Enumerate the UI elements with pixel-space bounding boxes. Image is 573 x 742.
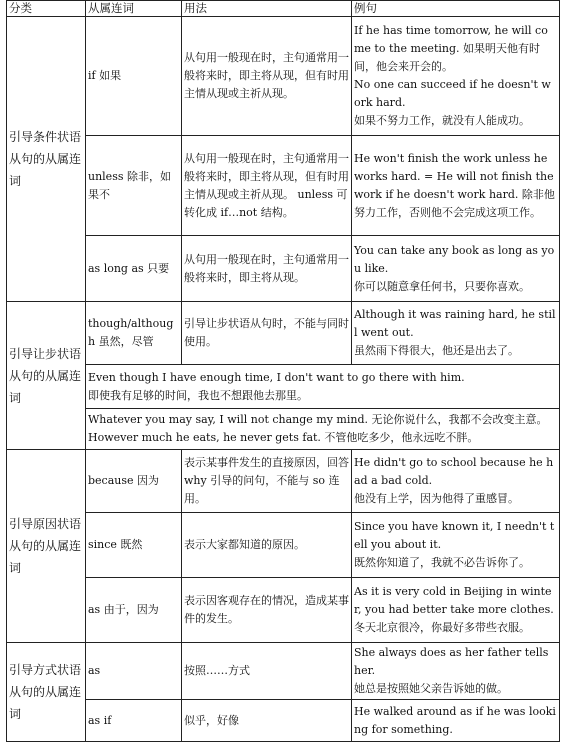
category-cell: 引导让步状语从句的从属连词 bbox=[7, 302, 86, 450]
example-en: She always does as her father tells her. bbox=[354, 646, 549, 677]
usage-cell: 表示某事件发生的直接原因，回答 why 引导的问句，不能与 so 连用。 bbox=[182, 450, 352, 513]
table-row bbox=[7, 236, 560, 302]
table-row bbox=[7, 409, 560, 450]
usage-cell: 引导让步状语从句时，不能与同时使用。 bbox=[182, 302, 352, 365]
example-cell bbox=[352, 700, 560, 742]
conjunction-cell: as long as 只要 bbox=[86, 236, 182, 302]
example-en: Whatever you may say, I will not change my mind. 无论你说什么，我都不会改变主意。 bbox=[88, 413, 548, 426]
conjunction-cell: as bbox=[86, 643, 182, 700]
example-en: As it is very cold in Beijing in winter, you had better take more clothes. bbox=[354, 585, 554, 616]
example-zh: 虽然雨下得很大，他还是出去了。 bbox=[354, 344, 519, 357]
example-zh: 既然你知道了，我就不必告诉你了。 bbox=[354, 556, 530, 569]
table-row bbox=[7, 302, 560, 365]
example-cell bbox=[352, 236, 560, 302]
table-row bbox=[7, 450, 560, 513]
example-en: Even though I have enough time, I don't want to go there with him. bbox=[88, 370, 465, 384]
conjunction-cell: if 如果 bbox=[86, 17, 182, 136]
example-zh: 冬天北京很冷，你最好多带些衣服。 bbox=[354, 621, 530, 634]
header-usage: 用法 bbox=[182, 1, 352, 17]
usage-cell: 表示因客观存在的情况，造成某事件的发生。 bbox=[182, 578, 352, 643]
example-en: He won't finish the work unless he works hard. = He will not finish the work if he doesn't work hard. 除非他努力工作，否则他不会完成这项工作。 bbox=[354, 151, 555, 219]
conjunction-cell: as if bbox=[86, 700, 182, 742]
example-zh: 如果不努力工作，就没有人能成功。 bbox=[354, 114, 530, 127]
example-cell bbox=[352, 450, 560, 513]
example-cell bbox=[352, 513, 560, 578]
category-cell: 引导条件状语从句的从属连词 bbox=[7, 17, 86, 302]
example-cell bbox=[352, 302, 560, 365]
header-conjunction: 从属连词 bbox=[86, 1, 182, 17]
usage-cell: 表示大家都知道的原因。 bbox=[182, 513, 352, 578]
table-row bbox=[7, 17, 560, 136]
example-cell bbox=[352, 17, 560, 136]
example-cell bbox=[352, 136, 560, 236]
usage-cell: 从句用一般现在时，主句通常用一般将来时，即主将从现，但有时用主情从现或主祈从现。 bbox=[182, 17, 352, 136]
category-cell: 引导方式状语从句的从属连词 bbox=[7, 643, 86, 742]
table-row bbox=[7, 513, 560, 578]
conjunction-cell: though/although 虽然，尽管 bbox=[86, 302, 182, 365]
example-cell bbox=[352, 643, 560, 700]
table-row bbox=[7, 643, 560, 700]
header-example: 例句 bbox=[352, 1, 560, 17]
table-row bbox=[7, 136, 560, 236]
header-category: 分类 bbox=[7, 1, 86, 17]
example-zh: 你可以随意拿任何书，只要你喜欢。 bbox=[354, 279, 530, 293]
example-en: If he has time tomorrow, he will come to the meeting. 如果明天他有时间，他会来开会的。 bbox=[354, 24, 548, 73]
span-example-cell bbox=[86, 409, 560, 450]
span-example-cell bbox=[86, 365, 560, 409]
usage-cell: 按照……方式 bbox=[182, 643, 352, 700]
table-row bbox=[7, 578, 560, 643]
example-en-2: However much he eats, he never gets fat. 不管他吃多少，他永远吃不胖。 bbox=[88, 431, 479, 444]
example-en-2: No one can succeed if he doesn't work hard. bbox=[354, 78, 551, 109]
example-en: He walked around as if he was looking for something. bbox=[354, 704, 556, 736]
example-zh: 即使我有足够的时间，我也不想跟他去那里。 bbox=[88, 388, 308, 402]
conjunction-cell: as 由于，因为 bbox=[86, 578, 182, 643]
example-cell bbox=[352, 578, 560, 643]
table-row bbox=[7, 700, 560, 742]
example-en: You can take any book as long as you like. bbox=[354, 243, 555, 275]
usage-cell: 似乎，好像 bbox=[182, 700, 352, 742]
category-cell: 引导原因状语从句的从属连词 bbox=[7, 450, 86, 643]
example-zh: 她总是按照她父亲告诉她的做。 bbox=[354, 682, 508, 695]
example-en: Although it was raining hard, he still went out. bbox=[354, 308, 556, 339]
example-en: He didn't go to school because he had a bad cold. bbox=[354, 456, 554, 487]
example-en: Since you have known it, I needn't tell you about it. bbox=[354, 520, 555, 551]
conjunction-cell: since 既然 bbox=[86, 513, 182, 578]
grammar-table bbox=[6, 0, 560, 742]
header-row bbox=[7, 1, 560, 17]
example-zh: 他没有上学，因为他得了重感冒。 bbox=[354, 492, 519, 505]
table-row bbox=[7, 365, 560, 409]
conjunction-cell: because 因为 bbox=[86, 450, 182, 513]
usage-cell: 从句用一般现在时，主句通常用一般将来时，即主将从现，但有时用主情从现或主祈从现。 unless 可转化成 if…not 结构。 bbox=[182, 136, 352, 236]
usage-cell: 从句用一般现在时，主句通常用一般将来时，即主将从现。 bbox=[182, 236, 352, 302]
conjunction-cell: unless 除非，如果不 bbox=[86, 136, 182, 236]
